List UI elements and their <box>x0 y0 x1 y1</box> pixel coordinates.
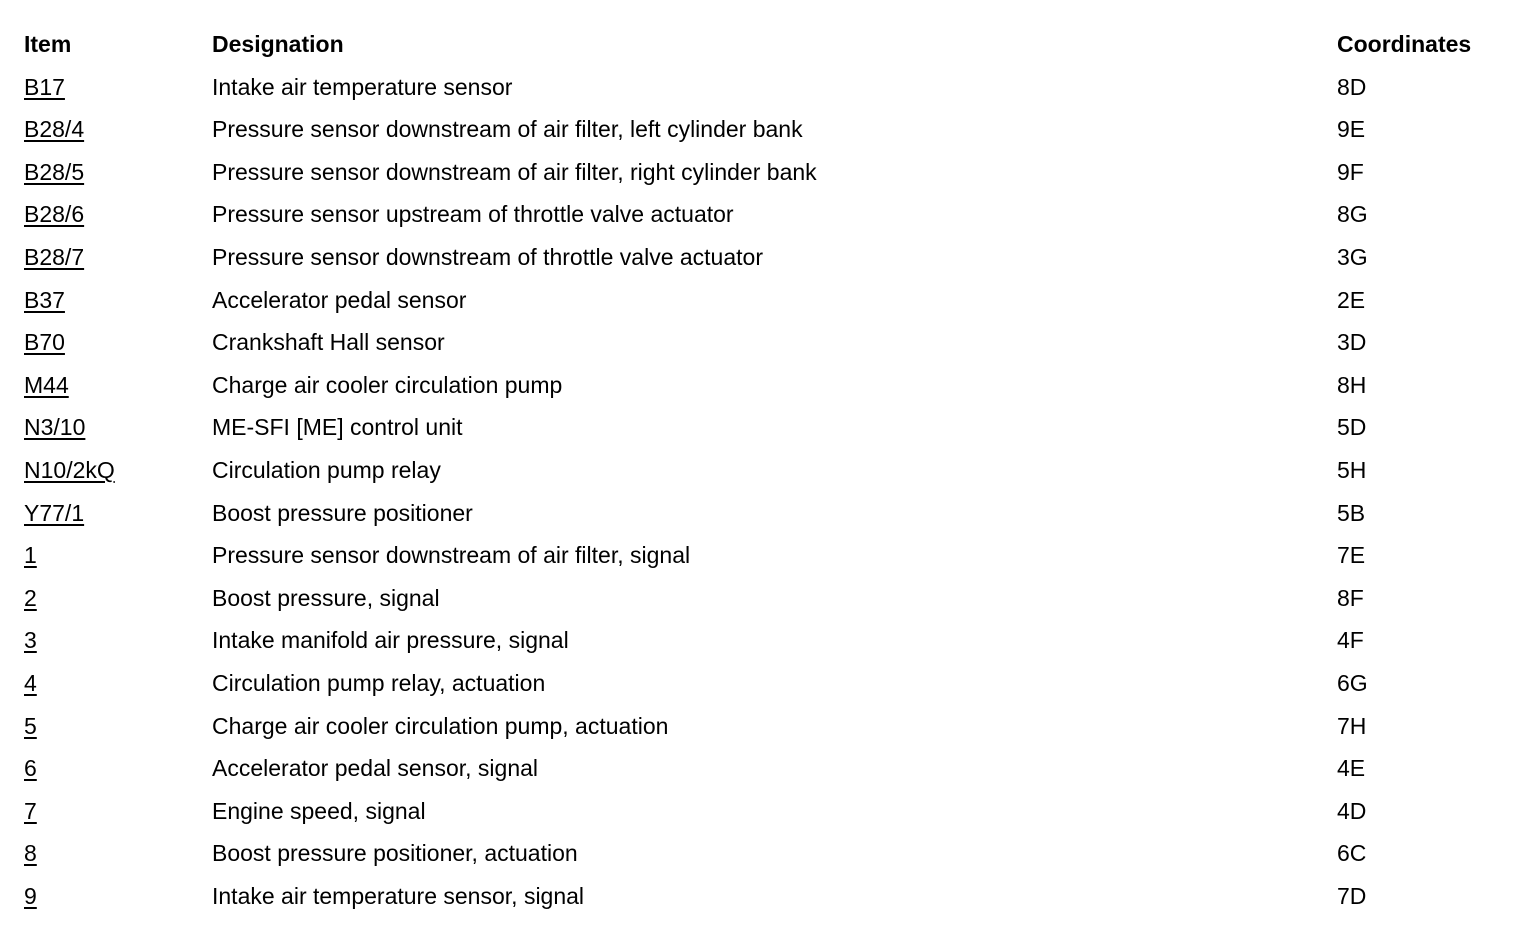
item-link[interactable]: 5 <box>24 712 37 739</box>
coordinates-text: 8G <box>1337 201 1368 228</box>
coordinates-text: 5B <box>1337 499 1366 526</box>
designation-text: Accelerator pedal sensor <box>212 286 467 313</box>
table-row <box>24 832 1504 875</box>
table-header <box>24 23 1504 66</box>
designation-text: Pressure sensor upstream of throttle valve actuator <box>212 201 734 228</box>
table-row <box>24 619 1504 662</box>
designation-text: Pressure sensor downstream of air filter, left cylinder bank <box>212 116 803 143</box>
designation-text: Circulation pump relay, actuation <box>212 669 546 696</box>
item-link[interactable]: B28/4 <box>24 116 85 143</box>
designation-text: Engine speed, signal <box>212 797 426 824</box>
item-link[interactable]: 4 <box>24 669 37 696</box>
coordinates-text: 6C <box>1337 840 1367 867</box>
coordinates-text: 8F <box>1337 584 1364 611</box>
designation-text: ME-SFI [ME] control unit <box>212 414 463 441</box>
table-row <box>24 236 1504 279</box>
legend-table <box>24 23 1504 917</box>
table-row <box>24 492 1504 535</box>
table-row <box>24 662 1504 705</box>
item-link[interactable]: N3/10 <box>24 414 86 441</box>
table-body <box>24 66 1504 918</box>
table-row <box>24 108 1504 151</box>
table-row <box>24 449 1504 492</box>
table-row <box>24 790 1504 833</box>
table-row <box>24 534 1504 577</box>
item-link[interactable]: Y77/1 <box>24 499 85 526</box>
designation-text: Boost pressure positioner, actuation <box>212 840 578 867</box>
table-row <box>24 875 1504 918</box>
coordinates-text: 7H <box>1337 712 1367 739</box>
item-link[interactable]: 7 <box>24 797 37 824</box>
header-item: Item <box>24 31 72 57</box>
coordinates-text: 7E <box>1337 542 1366 569</box>
table-row <box>24 66 1504 109</box>
item-link[interactable]: 6 <box>24 755 37 782</box>
coordinates-text: 8H <box>1337 371 1367 398</box>
designation-text: Crankshaft Hall sensor <box>212 329 445 356</box>
designation-text: Intake air temperature sensor, signal <box>212 882 585 909</box>
header-coordinates: Coordinates <box>1337 31 1472 57</box>
table-row <box>24 193 1504 236</box>
coordinates-text: 2E <box>1337 286 1366 313</box>
coordinates-text: 9F <box>1337 158 1364 185</box>
item-link[interactable]: B17 <box>24 73 65 100</box>
designation-text: Pressure sensor downstream of air filter, signal <box>212 542 691 569</box>
item-link[interactable]: 9 <box>24 882 37 909</box>
designation-text: Circulation pump relay <box>212 456 441 483</box>
header-designation: Designation <box>212 31 344 57</box>
coordinates-text: 5D <box>1337 414 1367 441</box>
designation-text: Pressure sensor downstream of air filter, right cylinder bank <box>212 158 817 185</box>
coordinates-text: 4D <box>1337 797 1367 824</box>
item-link[interactable]: B37 <box>24 286 65 313</box>
item-link[interactable]: 1 <box>24 542 37 569</box>
designation-text: Boost pressure, signal <box>212 584 440 611</box>
designation-text: Intake manifold air pressure, signal <box>212 627 569 654</box>
table-row <box>24 151 1504 194</box>
designation-text: Charge air cooler circulation pump <box>212 371 563 398</box>
coordinates-text: 7D <box>1337 882 1367 909</box>
coordinates-text: 3D <box>1337 329 1367 356</box>
coordinates-text: 4E <box>1337 755 1366 782</box>
item-link[interactable]: B70 <box>24 329 65 356</box>
designation-text: Boost pressure positioner <box>212 499 473 526</box>
item-link[interactable]: B28/6 <box>24 201 85 228</box>
table-row <box>24 279 1504 322</box>
item-link[interactable]: M44 <box>24 371 69 398</box>
item-link[interactable]: 2 <box>24 584 37 611</box>
table-row <box>24 747 1504 790</box>
coordinates-text: 6G <box>1337 669 1368 696</box>
item-link[interactable]: B28/5 <box>24 158 85 185</box>
coordinates-text: 4F <box>1337 627 1364 654</box>
coordinates-text: 9E <box>1337 116 1366 143</box>
item-link[interactable]: B28/7 <box>24 243 85 270</box>
table-row <box>24 406 1504 449</box>
designation-text: Charge air cooler circulation pump, actuation <box>212 712 669 739</box>
table-row <box>24 321 1504 364</box>
coordinates-text: 5H <box>1337 456 1367 483</box>
designation-text: Accelerator pedal sensor, signal <box>212 755 539 782</box>
table-row <box>24 577 1504 620</box>
item-link[interactable]: 3 <box>24 627 37 654</box>
item-link[interactable]: N10/2kQ <box>24 456 115 483</box>
table-row <box>24 705 1504 748</box>
item-link[interactable]: 8 <box>24 840 37 867</box>
designation-text: Pressure sensor downstream of throttle valve actuator <box>212 243 763 270</box>
coordinates-text: 8D <box>1337 73 1367 100</box>
table-row <box>24 364 1504 407</box>
designation-text: Intake air temperature sensor <box>212 73 513 100</box>
coordinates-text: 3G <box>1337 243 1368 270</box>
